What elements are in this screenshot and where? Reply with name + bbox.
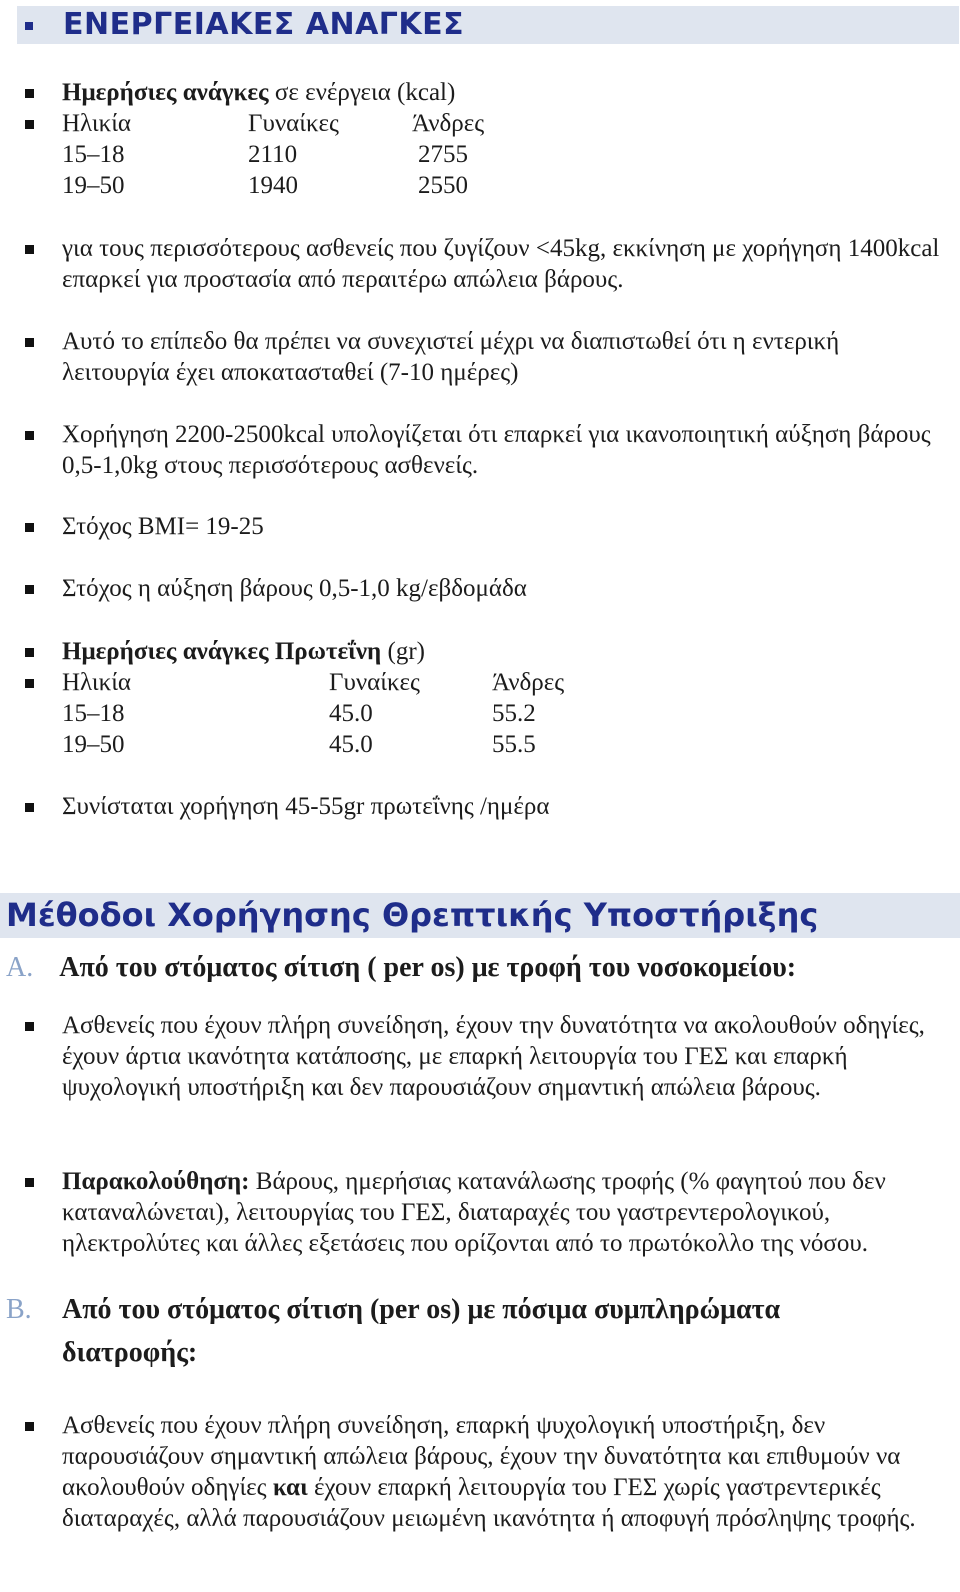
- bullet-icon: [25, 1022, 34, 1031]
- bullet-icon: [25, 245, 34, 254]
- bullet-icon: [25, 585, 34, 594]
- monitoring-label: Παρακολούθηση:: [62, 1168, 250, 1195]
- protein-title-rest: (gr): [381, 638, 425, 665]
- protein-recommendation: Συνίσταται χορήγηση 45-55gr πρωτεΐνης /ημέρα: [62, 793, 550, 820]
- cell-men: 55.2: [492, 700, 536, 727]
- bullet-icon: [25, 1422, 34, 1431]
- section-b-text-bold: και: [272, 1474, 308, 1501]
- bullet-icon: [25, 431, 34, 440]
- cell-age: 15–18: [62, 141, 125, 168]
- section-heading-energy: [17, 6, 959, 44]
- section-a-text: Ασθενείς που έχουν πλήρη συνείδηση, έχουν την δυνατότητα να ακολουθούν οδηγίες, έχουν άρτια ικανότητα κατάποσης, με επαρκή λειτουργία του ΓΕΣ και επαρκή ψυχολογική υποστήριξη και δεν παρουσιάζουν σημαντική απώλεια βάρους.: [62, 1012, 925, 1101]
- col-women: Γυναίκες: [248, 110, 339, 137]
- paragraph-under-45kg: για τους περισσότερους ασθενείς που ζυγίζουν <45kg, εκκίνηση με χορήγηση 1400kcal επαρκεί για προστασία από περαιτέρω απώλεια βάρους.: [62, 235, 940, 293]
- cell-age: 19–50: [62, 731, 125, 758]
- energy-title: [62, 77, 455, 108]
- cell-men: 2755: [418, 141, 468, 168]
- section-b-title-text: Από του στόματος σίτιση (per os) με πόσιμα συμπληρώματα διατροφής:: [62, 1294, 781, 1368]
- cell-men: 55.5: [492, 731, 536, 758]
- cell-men: 2550: [418, 172, 468, 199]
- bullet-icon: [25, 803, 34, 812]
- bullet-icon: [25, 338, 34, 347]
- paragraph-weight-gain: Χορήγηση 2200-2500kcal υπολογίζεται ότι επαρκεί για ικανοποιητική αύξηση βάρους 0,5-1,0kg στους περισσότερους ασθενείς.: [62, 421, 931, 479]
- cell-age: 15–18: [62, 700, 125, 727]
- section-heading-methods: [0, 893, 960, 938]
- section-b-letter: B.: [6, 1294, 32, 1325]
- section-a-title-text: Από του στόματος σίτιση ( per os) με τροφή του νοσοκομείου:: [59, 952, 797, 983]
- bullet-icon: [25, 648, 34, 657]
- cell-women: 45.0: [329, 731, 373, 758]
- bullet-icon: [25, 1178, 34, 1187]
- section-b-text-before: Ασθενείς που έχουν πλήρη συνείδηση, επαρκή ψυχολογική υποστήριξη, δεν παρουσιάζουν σημαντική απώλεια βάρους, έχουν την δυνατότητα και επιθυμούν να ακολουθούν οδηγίες: [62, 1412, 901, 1501]
- protein-title-bold: Ημερήσιες ανάγκες Πρωτεΐνη: [62, 638, 382, 665]
- paragraph-bmi-target: Στόχος ΒΜΙ= 19-25: [62, 513, 264, 540]
- paragraph-weekly-gain: Στόχος η αύξηση βάρους 0,5-1,0 kg/εβδομάδα: [62, 575, 527, 602]
- bullet-icon: [25, 523, 34, 532]
- paragraph-maintain-level: Αυτό το επίπεδο θα πρέπει να συνεχιστεί μέχρι να διαπιστωθεί ότι η εντερική λειτουργία έχει αποκατασταθεί (7-10 ημέρες): [62, 328, 840, 386]
- bullet-icon: [25, 120, 34, 129]
- energy-title-rest: σε ενέργεια (kcal): [268, 79, 456, 106]
- bullet-icon: [25, 679, 34, 688]
- heading-text: Μέθοδοι Χορήγησης Θρεπτικής Υποστήριξης: [6, 896, 819, 934]
- bullet-icon: [25, 89, 34, 98]
- section-a-letter: A.: [6, 952, 34, 983]
- cell-women: 1940: [248, 172, 298, 199]
- col-women: Γυναίκες: [329, 669, 420, 696]
- section-a-title: [6, 946, 956, 990]
- protein-title: [62, 636, 425, 667]
- col-men: Άνδρες: [412, 110, 485, 137]
- cell-age: 19–50: [62, 172, 125, 199]
- section-b-text: [62, 1410, 957, 1534]
- cell-women: 45.0: [329, 700, 373, 727]
- col-age: Ηλικία: [62, 669, 132, 696]
- cell-women: 2110: [248, 141, 298, 168]
- heading-text: ΕΝΕΡΓΕΙΑΚΕΣ ΑΝΑΓΚΕΣ: [63, 7, 465, 42]
- heading-bullet-icon: [25, 22, 33, 30]
- col-men: Άνδρες: [492, 669, 565, 696]
- section-b-text-after: έχουν επαρκή λειτουργία του ΓΕΣ χωρίς γαστρεντερικές διαταραχές, αλλά παρουσιάζουν μειωμένη ικανότητα ή αποφυγή πρόσληψης τροφής.: [62, 1474, 916, 1532]
- monitoring-text: Βάρους, ημερήσιας κατανάλωσης τροφής (% φαγητού που δεν καταναλώνεται), λειτουργίας του ΓΕΣ, διαταραχές του γαστρεντερολογικού, ηλεκτρολύτες και άλλες εξετάσεις που ορίζονται από το πρωτόκολλο της νόσου.: [62, 1168, 886, 1257]
- section-a-monitoring: [62, 1166, 957, 1259]
- col-age: Ηλικία: [62, 110, 132, 137]
- energy-title-bold: Ημερήσιες ανάγκες: [62, 79, 269, 106]
